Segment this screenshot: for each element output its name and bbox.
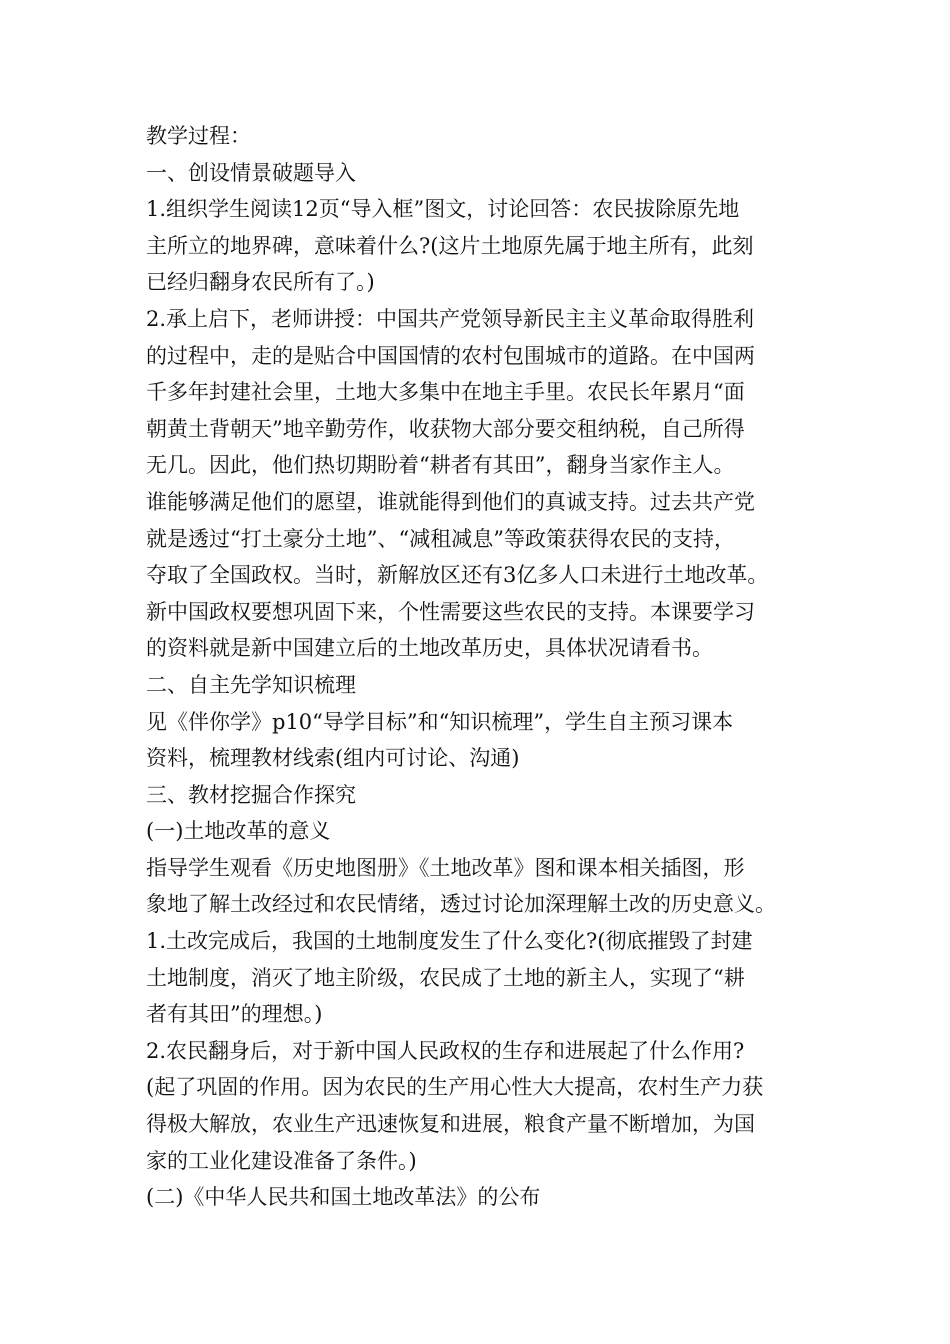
paragraph-line: 家的工业化建设准备了条件。) xyxy=(146,1148,417,1173)
paragraph-line: 千多年封建社会里，土地大多集中在地主手里。农民长年累月“面 xyxy=(146,380,745,405)
section-heading-2: 二、自主先学知识梳理 xyxy=(146,672,356,697)
subsection-heading-1: (一)土地改革的意义 xyxy=(146,819,331,844)
paragraph-line: 无几。因此，他们热切期盼着“耕者有其田”，翻身当家作主人。 xyxy=(146,453,735,478)
paragraph-line: 谁能够满足他们的愿望，谁就能得到他们的真诚支持。过去共产党 xyxy=(146,489,755,514)
paragraph-line: 得极大解放，农业生产迅速恢复和进展，粮食产量不断增加，为国 xyxy=(146,1112,755,1137)
paragraph-line: 就是透过“打土豪分土地”、“减租减息”等政策获得农民的支持， xyxy=(146,526,735,551)
paragraph-line: 2.农民翻身后，对于新中国人民政权的生存和进展起了什么作用? xyxy=(146,1038,745,1063)
paragraph-line: 朝黄土背朝天”地辛勤劳作，收获物大部分要交租纳税，自己所得 xyxy=(146,416,745,441)
paragraph-line: 新中国政权要想巩固下来，个性需要这些农民的支持。本课要学习 xyxy=(146,599,755,624)
paragraph-line: 象地了解土改经过和农民情绪，透过讨论加深理解土改的历史意义。 xyxy=(146,892,776,917)
paragraph-line: 的资料就是新中国建立后的土地改革历史，具体状况请看书。 xyxy=(146,636,713,661)
paragraph-line: 土地制度，消灭了地主阶级，农民成了土地的新主人，实现了“耕 xyxy=(146,965,745,990)
paragraph-line: 2.承上启下，老师讲授：中国共产党领导新民主主义革命取得胜利 xyxy=(146,306,755,331)
paragraph-line: 已经归翻身农民所有了。) xyxy=(146,270,375,295)
paragraph-line: 见《伴你学》p10“导学目标”和“知识梳理”，学生自主预习课本 xyxy=(146,709,734,734)
paragraph-line: 指导学生观看《历史地图册》《土地改革》图和课本相关插图，形 xyxy=(146,855,745,880)
paragraph-line: 夺取了全国政权。当时，新解放区还有3亿多人口未进行土地改革。 xyxy=(146,563,769,588)
paragraph-line: 主所立的地界碑，意味着什么?(这片土地原先属于地主所有，此刻 xyxy=(146,233,754,258)
paragraph-line: 者有其田”的理想。) xyxy=(146,1002,323,1027)
paragraph-line: (起了巩固的作用。因为农民的生产用心性大大提高，农村生产力获 xyxy=(146,1075,764,1100)
paragraph-line: 1.组织学生阅读12页“导入框”图文，讨论回答：农民拔除原先地 xyxy=(146,197,740,222)
subsection-heading-2: (二)《中华人民共和国土地改革法》的公布 xyxy=(146,1185,541,1210)
paragraph-line: 1.土改完成后，我国的土地制度发生了什么变化?(彻底摧毁了封建 xyxy=(146,929,753,954)
section-heading-teaching-process: 教学过程： xyxy=(146,124,251,148)
document-body xyxy=(146,118,818,1216)
paragraph-line: 的过程中，走的是贴合中国国情的农村包围城市的道路。在中国两 xyxy=(146,343,755,368)
section-heading-1: 一、创设情景破题导入 xyxy=(146,160,356,185)
paragraph-line: 资料，梳理教材线索(组内可讨论、沟通) xyxy=(146,746,520,771)
section-heading-3: 三、教材挖掘合作探究 xyxy=(146,782,356,807)
